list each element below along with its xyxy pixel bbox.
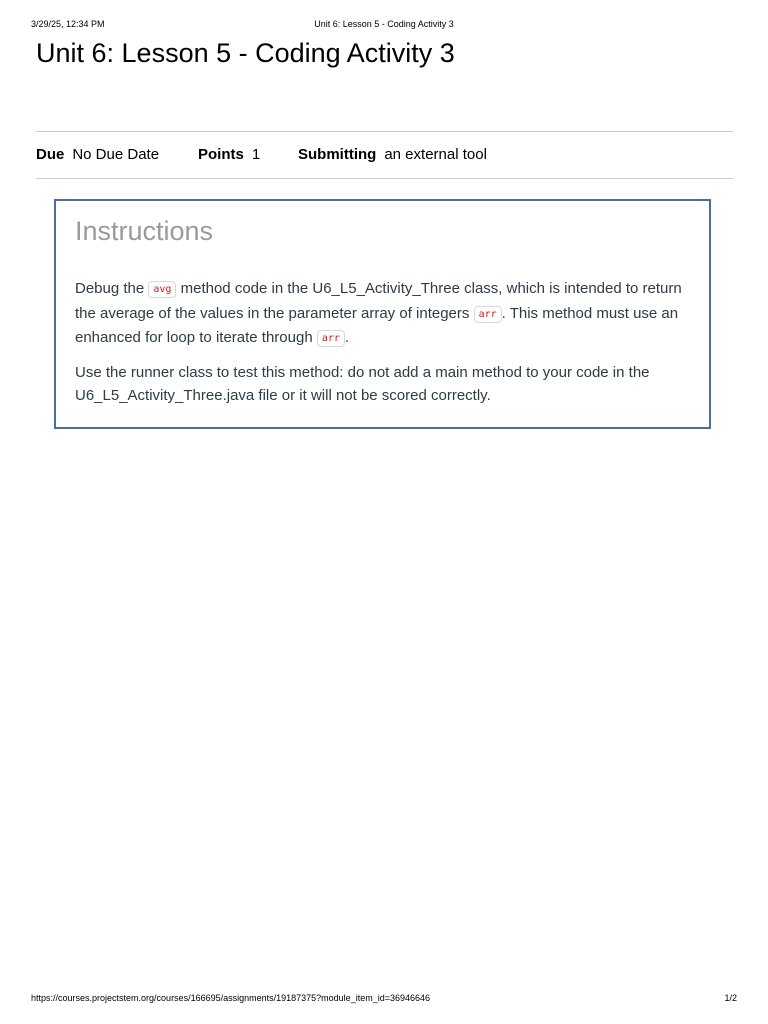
- due-value: No Due Date: [72, 146, 160, 163]
- print-datetime: 3/29/25, 12:34 PM: [31, 19, 105, 29]
- instructions-body: [75, 277, 695, 418]
- due-detail: [36, 146, 159, 163]
- due-label: Due: [36, 146, 65, 163]
- instructions-paragraph-2: Use the runner class to test this method: do not add a main method to your code in the U6_L5_Activity_Three.java file or it will not be scored correctly.: [75, 363, 650, 404]
- page-title: Unit 6: Lesson 5 - Coding Activity 3: [36, 38, 455, 68]
- submitting-detail: [298, 146, 487, 163]
- code-avg: avg: [148, 281, 176, 298]
- print-header: [31, 19, 737, 33]
- p1-text-1: Debug the: [75, 280, 149, 297]
- submitting-value: an external tool: [384, 146, 487, 163]
- assignment-details: [36, 131, 733, 179]
- instructions-heading: Instructions: [75, 216, 214, 246]
- p1-text-3: . This method must use an enhanced for loop to iterate through: [75, 304, 679, 346]
- points-label: Points: [198, 146, 244, 163]
- p1-text-2: method code in the U6_L5_Activity_Three class, which is intended to return the average of the values in the parameter array of integers: [75, 280, 682, 322]
- submitting-label: Submitting: [298, 146, 377, 163]
- print-footer: [31, 993, 737, 1007]
- instructions-paragraph-1: [75, 277, 695, 351]
- points-value: 1: [251, 146, 261, 163]
- print-doc-title: Unit 6: Lesson 5 - Coding Activity 3: [314, 19, 454, 29]
- code-arr: arr: [474, 306, 502, 323]
- p1-text-4: .: [344, 329, 350, 346]
- page-url: https://courses.projectstem.org/courses/166695/assignments/19187375?module_item_id=36946646: [31, 993, 431, 1003]
- code-arr-2: arr: [317, 330, 345, 347]
- page-number: 1/2: [724, 993, 737, 1003]
- points-detail: [198, 146, 260, 163]
- instructions-box: [54, 199, 711, 429]
